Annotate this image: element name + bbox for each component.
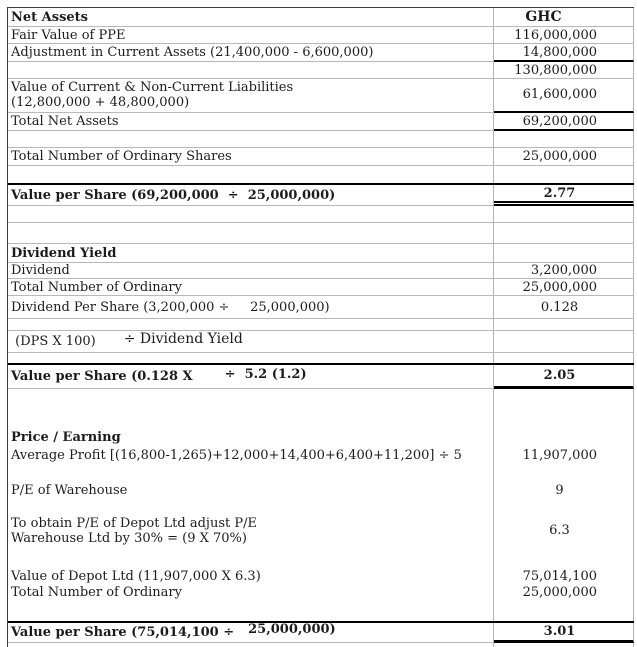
- row-total-ordinary-dy: [8, 279, 634, 296]
- row-dps-formula: [8, 331, 634, 353]
- row-blank: [8, 546, 634, 569]
- row-net-assets-header: [8, 8, 634, 27]
- value-per-share-pe-part2: 25,000,000): [248, 623, 336, 637]
- row-blank: [8, 166, 634, 183]
- liabilities-label: [8, 79, 494, 113]
- ordinary-shares-label: Total Number of Ordinary Shares: [8, 148, 494, 166]
- row-total-net-assets: [8, 113, 634, 131]
- dividend-per-share-value: 0.128: [494, 296, 634, 319]
- subtotal-label-empty: [8, 62, 494, 79]
- row-blank: [8, 389, 634, 429]
- total-ordinary-pe-value: 25,000,000: [494, 584, 634, 600]
- net-assets-title: Net Assets: [8, 8, 494, 27]
- dividend-yield-title: Dividend Yield: [8, 244, 494, 263]
- row-dividend-yield-header: [8, 244, 634, 263]
- row-value-per-share-dy: [8, 363, 634, 389]
- row-average-profit: [8, 446, 634, 464]
- total-ordinary-dy-value: 25,000,000: [494, 279, 634, 296]
- value-per-share-dy-label: [8, 365, 494, 389]
- pe-depot-label-text: To obtain P/E of Depot Ltd adjust P/E Warehouse Ltd by 30% = (9 X 70%): [11, 516, 257, 546]
- pe-warehouse-label: P/E of Warehouse: [8, 481, 494, 499]
- row-ordinary-shares: [8, 148, 634, 166]
- row-blank: [8, 206, 634, 223]
- total-net-assets-value: 69,200,000: [494, 113, 634, 131]
- value-per-share-dy-part2: ÷ 5.2 (1.2): [224, 367, 307, 382]
- liabilities-label-text: Value of Current & Non-Current Liabilities (12,800,000 + 48,800,000): [11, 80, 294, 110]
- subtotal-value: 130,800,000: [494, 62, 634, 79]
- dps-formula: [8, 331, 494, 353]
- liabilities-value: 61,600,000: [494, 79, 634, 113]
- adjustment-label: Adjustment in Current Assets (21,400,000 - 6,600,000): [8, 44, 494, 62]
- row-blank: [8, 223, 634, 244]
- row-blank: [8, 131, 634, 148]
- average-profit-label: Average Profit [(16,800-1,265)+12,000+14,400+6,400+11,200] ÷ 5: [8, 446, 494, 464]
- ordinary-shares-value: 25,000,000: [494, 148, 634, 166]
- dividend-per-share-label: Dividend Per Share (3,200,000 ÷ 25,000,000): [8, 296, 494, 319]
- value-depot-label: Value of Depot Ltd (11,907,000 X 6.3): [8, 569, 494, 584]
- row-dividend-per-share: [8, 296, 634, 319]
- dps-formula-part2: ÷ Dividend Yield: [123, 331, 243, 347]
- row-liabilities: [8, 79, 634, 113]
- value-per-share-pe-label: [8, 623, 494, 643]
- row-pe-warehouse: [8, 481, 634, 499]
- total-net-assets-label: Total Net Assets: [8, 113, 494, 131]
- value-per-share-pe-value: 3.01: [494, 623, 634, 643]
- total-ordinary-pe-label: Total Number of Ordinary: [8, 584, 494, 600]
- fair-value-ppe-label: Fair Value of PPE: [8, 27, 494, 44]
- valuation-table: [7, 7, 634, 647]
- currency-header: GHC: [494, 8, 634, 27]
- adjustment-value: 14,800,000: [494, 44, 634, 62]
- row-fair-value-ppe: [8, 27, 634, 44]
- row-blank: [8, 600, 634, 621]
- pe-depot-value: 6.3: [494, 516, 634, 546]
- row-value-depot: [8, 569, 634, 584]
- average-profit-value: 11,907,000: [494, 446, 634, 464]
- row-blank: [8, 319, 634, 331]
- row-adjustment-current-assets: [8, 44, 634, 62]
- fair-value-ppe-value: 116,000,000: [494, 27, 634, 44]
- row-assets-subtotal: [8, 62, 634, 79]
- row-blank: [8, 499, 634, 516]
- value-per-share-na-label: Value per Share (69,200,000 ÷ 25,000,000): [8, 185, 494, 206]
- row-pe-depot: [8, 516, 634, 546]
- pe-depot-label: [8, 516, 494, 546]
- value-per-share-dy-value: 2.05: [494, 365, 634, 389]
- row-blank: [8, 643, 634, 647]
- value-per-share-na-value: 2.77: [494, 185, 634, 206]
- row-value-per-share-pe: [8, 621, 634, 643]
- price-earning-title: Price / Earning: [8, 429, 494, 446]
- value-per-share-dy-part1: Value per Share (0.128 X: [11, 369, 193, 384]
- dps-formula-part1: (DPS X 100): [11, 334, 96, 349]
- pe-warehouse-value: 9: [494, 481, 634, 499]
- dividend-value: 3,200,000: [494, 263, 634, 279]
- row-total-ordinary-pe: [8, 584, 634, 600]
- dividend-label: Dividend: [8, 263, 494, 279]
- row-value-per-share-net-assets: [8, 183, 634, 206]
- total-ordinary-dy-label: Total Number of Ordinary: [8, 279, 494, 296]
- row-dividend: [8, 263, 634, 279]
- row-price-earning-header: [8, 429, 634, 446]
- value-per-share-pe-part1: Value per Share (75,014,100 ÷: [11, 625, 235, 640]
- row-blank: [8, 353, 634, 363]
- row-blank: [8, 464, 634, 481]
- value-depot-value: 75,014,100: [494, 569, 634, 584]
